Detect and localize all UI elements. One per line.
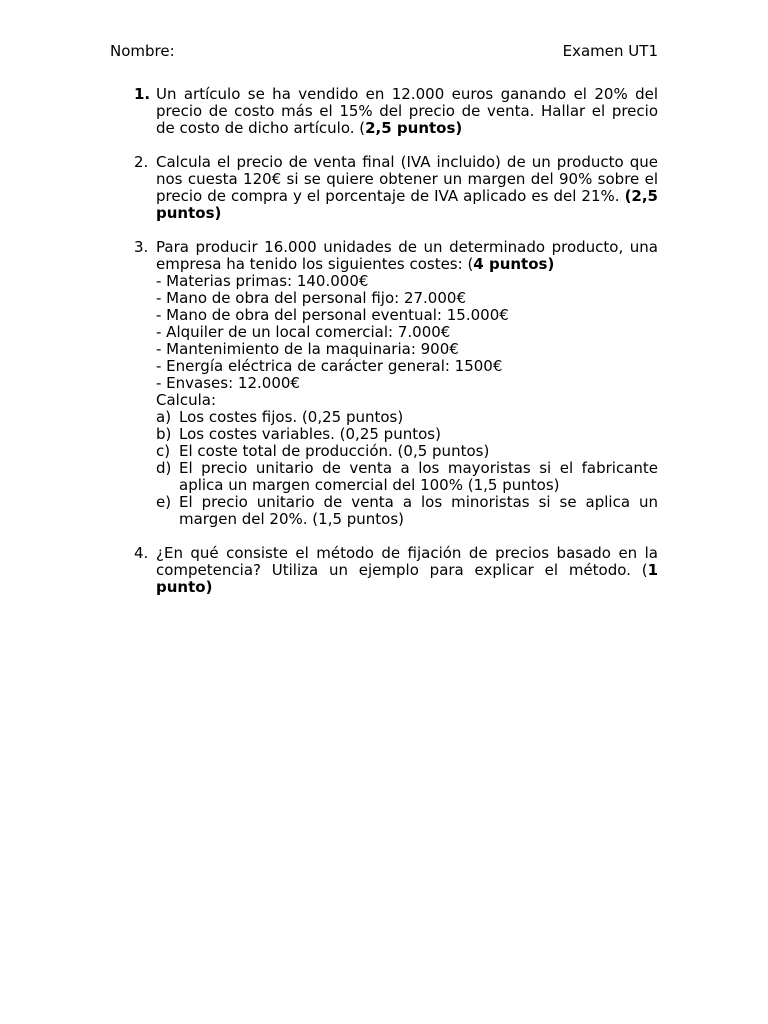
subquestion-c: c) El coste total de producción. (0,5 puntos) [156, 442, 490, 460]
subquestion-d: d) El precio unitario de venta a los mayoristas si el fabricante aplica un margen comercial del 100% (1,5 puntos) [156, 459, 658, 494]
cost-item: - Energía eléctrica de carácter general: 1500€ [156, 357, 503, 375]
question-number: 4. [134, 544, 149, 562]
question-text: Calcula el precio de venta final (IVA incluido) de un producto que nos cuesta 120€ si se quiere obtener un margen del 90% sobre el precio de compra y el porcentaje de IVA aplicado es del 21%. (2,5 puntos) [156, 153, 658, 222]
cost-item: - Materias primas: 140.000€ [156, 272, 369, 290]
exam-title: Examen UT1 [562, 42, 658, 60]
question-2 [128, 154, 658, 222]
question-3 [128, 239, 658, 528]
subquestion-a: a) Los costes fijos. (0,25 puntos) [156, 408, 404, 426]
question-number: 3. [134, 238, 149, 256]
exam-header [110, 43, 658, 60]
question-points: 4 puntos) [473, 255, 555, 273]
subquestion-e: e) El precio unitario de venta a los minoristas si se aplica un margen del 20%. (1,5 puntos) [156, 493, 658, 528]
subquestion-b: b) Los costes variables. (0,25 puntos) [156, 425, 441, 443]
question-text: ¿En qué consiste el método de fijación de precios basado en la competencia? Utiliza un ejemplo para explicar el método. (1 punto) [156, 544, 658, 596]
question-text: Un artículo se ha vendido en 12.000 euros ganando el 20% del precio de costo más el 15% del precio de venta. Hallar el precio de costo de dicho artículo. (2,5 puntos) [156, 85, 658, 137]
question-points: 1 punto) [156, 561, 658, 596]
question-4 [128, 545, 658, 596]
question-number: 1. [134, 85, 151, 103]
question-points: (2,5 puntos) [156, 187, 658, 222]
question-text: Para producir 16.000 unidades de un determinado producto, una empresa ha tenido los siguientes costes: (4 puntos) - Materias primas: 140.000€ - Mano de obra del personal fijo: 27.000€ - Mano de obra del personal eventual: 15.000€ - Alquiler de un local comercial: 7.000€ - Mantenimiento de la maquinaria: 900€ - Energía eléctrica de carácter general: 1500€ - Envases: 12.000€ Calcula: a) Los costes fijos. (0,25 puntos) b) Los costes variables. (0,25 puntos) c) El coste total de producción. (0,5 puntos) d) El precio unitario de venta a los mayoristas si el fabricante aplica un margen comercial del 100% (1,5 puntos) e) El precio unitario de venta a los minoristas si se aplica un margen del 20%. (1,5 puntos) [156, 238, 658, 528]
cost-item: - Mano de obra del personal eventual: 15.000€ [156, 306, 509, 324]
question-list [128, 86, 658, 613]
question-number: 2. [134, 153, 149, 171]
cost-item: - Mantenimiento de la maquinaria: 900€ [156, 340, 459, 358]
question-1 [128, 86, 658, 137]
cost-item: - Envases: 12.000€ [156, 374, 300, 392]
name-label: Nombre: [110, 42, 175, 60]
cost-item: - Alquiler de un local comercial: 7.000€ [156, 323, 451, 341]
calcula-label: Calcula: [156, 391, 216, 409]
cost-item: - Mano de obra del personal fijo: 27.000€ [156, 289, 466, 307]
subquestion-list [156, 409, 658, 528]
question-points: 2,5 puntos) [365, 119, 463, 137]
